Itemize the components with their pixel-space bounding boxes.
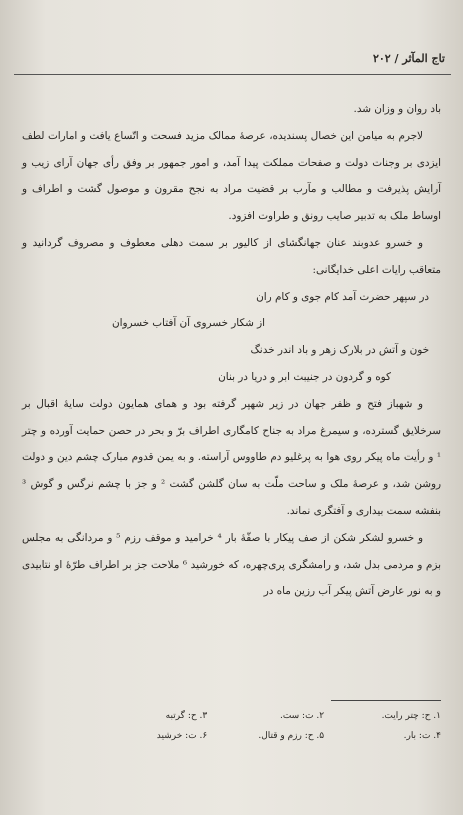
footnotes: [90, 706, 441, 746]
page-body: [22, 96, 441, 605]
footnote: ۴. ت: بار.: [403, 731, 441, 741]
paragraph: و خسرو عدوبند عنان جهانگشای از کالیور بر سمت دهلی معطوف و مصروف گردانید و متعاقب رایات اعلی خدایگانی:: [22, 236, 441, 276]
footnote: ۲. ت: ست.: [279, 711, 325, 721]
footnote-rule: [331, 700, 441, 701]
verse-line: در سپهر حضرت آمد کام جوی و کام ران: [256, 290, 429, 303]
footnote: ۳. ح: گرتبه: [165, 711, 208, 721]
footnote-row: [90, 726, 441, 746]
footnote: ۱. ح: چتر رایت.: [381, 711, 441, 721]
verse-line: خون و آتش در بلارک زهر و باد اندر خدنگ: [250, 344, 429, 357]
paragraph: و شهباز فتح و ظفر جهان در زیر شهپر گرفته بود و همای همایون دولت سایهٔ اقبال بر سرخلایق گسترده، و سیمرغ مراد به جناح کامگاری اطراف برّ و بحر در حصن حمایت آورده و چتر ¹ و رأیت ماه پیکر روی هوا به پرغلیو دم طاووس آراسته. و به یمن قدوم مبارک چشم دین و دولت روشن شد، و عرصهٔ ملک و ساحت ملّت به سان گلشن گشت ² و جز با چشم نرگس و گوش ³ بنفشه سمت بیداری و آفتگری نماند.: [22, 397, 441, 517]
footnote-row: [90, 706, 441, 726]
text-line: باد روان و وزان شد.: [353, 103, 441, 115]
running-header: تاج المآثر / ۲۰۲: [372, 52, 445, 65]
verse-line: کوه و گردون در جنیبت ابر و دریا در بنان: [218, 370, 391, 383]
footnote: ۶. ت: خرشید: [156, 731, 208, 741]
paragraph: و خسرو لشکر شکن از صف پیکار با صفّهٔ بار ⁴ خرامید و موقف رزم ⁵ و مردانگی به مجلس بزم و مردمی بدل شد، و رامشگری پری‌چهره، که خورشید ⁶ ملاحت جز بر اطراف طرّهٔ او نتابیدی و به نور عارض آتش پیکر آب رزین ماه در: [22, 531, 441, 598]
header-rule: [14, 74, 451, 75]
footnote: ۵. ح: رزم و قتال.: [258, 731, 325, 741]
verse-line: از شکار خسروی آن آفتاب خسروان: [112, 317, 266, 330]
paragraph: لاجرم به میامن این خصال پسندیده، عرصهٔ ممالک مزید فسحت و اتّساع یافت و امارات لطف ایزدی بر وجنات دولت و صفحات مملکت پیدا آمد، و امور جمهور بر وفق رأی جهان آرای زیب و آرایش پذیرفت و مطالب و مآرب بر قضیت مراد به نجح مقرون و موصول گشت و اطراف و اوساط ملک به تدبیر صایب رونق و طراوت افزود.: [22, 129, 441, 223]
